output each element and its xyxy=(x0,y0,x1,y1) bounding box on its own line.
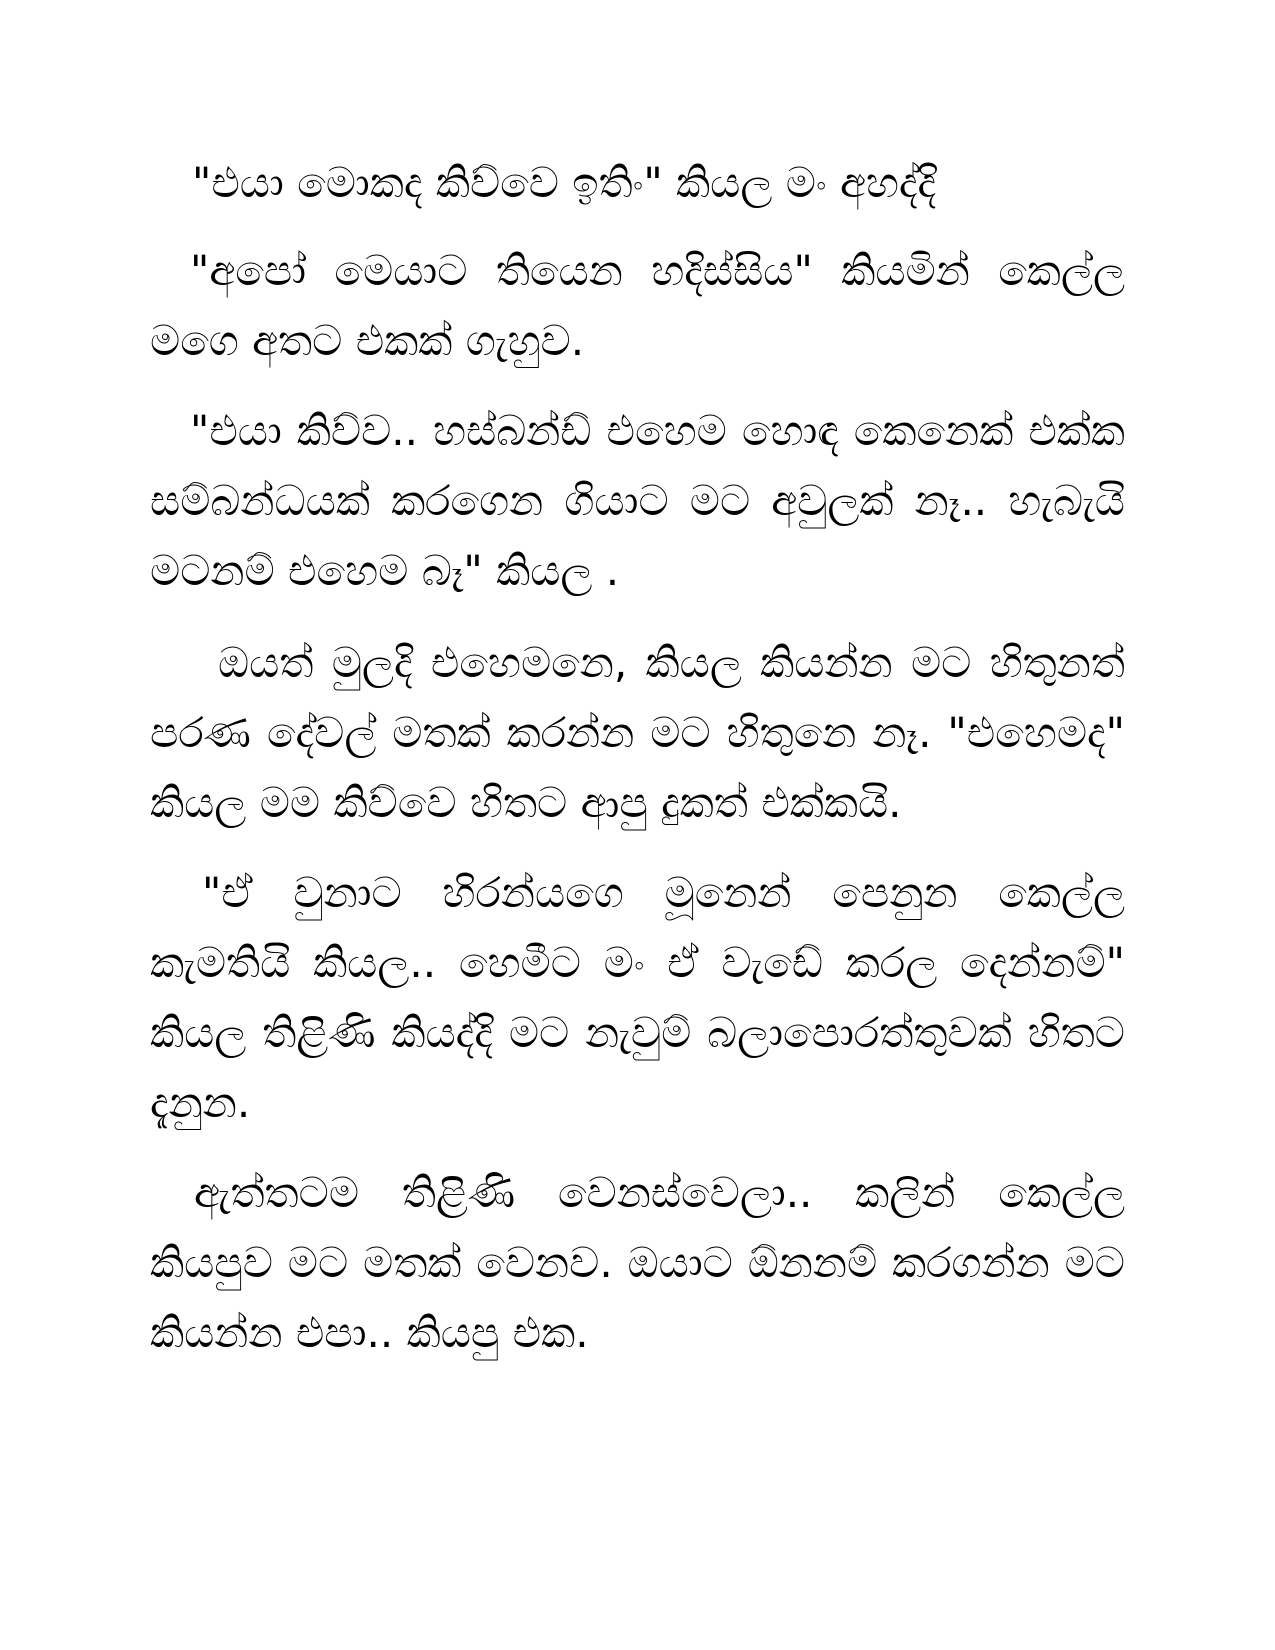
paragraph-6: ඇත්තටම තිළිණි වෙනස්වෙලා.. කලින් කෙල්ල කියපුව මට මතක් වෙනව. ඔයාට ඕනනම් කරගන්න මට කියන්න එපා.. කියපු එක. xyxy=(150,1168,1125,1357)
paragraph-1: "එයා මොකද කිව්වෙ ඉතිං" කියල මං අහද්දි xyxy=(192,158,937,207)
paragraph-2: "අපෝ මෙයාට තියෙන හදිස්සිය" කියමින් කෙල්ල මගෙ අතට එකක් ගැහුව. xyxy=(150,246,1125,365)
paragraph-4: ඔයත් මුලදි එහෙමනෙ, කියල කියන්න මට හිතුනත් පරණ දේවල් මතක් කරන්න මට හිතුනෙ නෑ. "එහෙමද" කියල මම කිව්වෙ හිතට ආපු දුකත් එක්කයි. xyxy=(150,638,1125,827)
document-page xyxy=(150,148,1125,1368)
paragraph-5: "ඒ වුනාට හිරන්යගෙ මූනෙන් පෙනුන කෙල්ල කැමතියි කියල.. හෙමීට මං ඒ වැඩේ කරල දෙන්නම්" කියල තිළිණි කියද්දි මට නැවුම් බලාපොරත්තුවක් හිතට දැනුන. xyxy=(150,868,1125,1127)
paragraph-3: "එයා කිව්ව.. හස්බන්ඩ් එහෙම හොඳ කෙනෙක් එක්ක සම්බන්ධයක් කරගෙන ගියාට මට අවුලක් නෑ.. හැබැයි මටනම් එහෙම බෑ" කියල . xyxy=(150,406,1125,595)
